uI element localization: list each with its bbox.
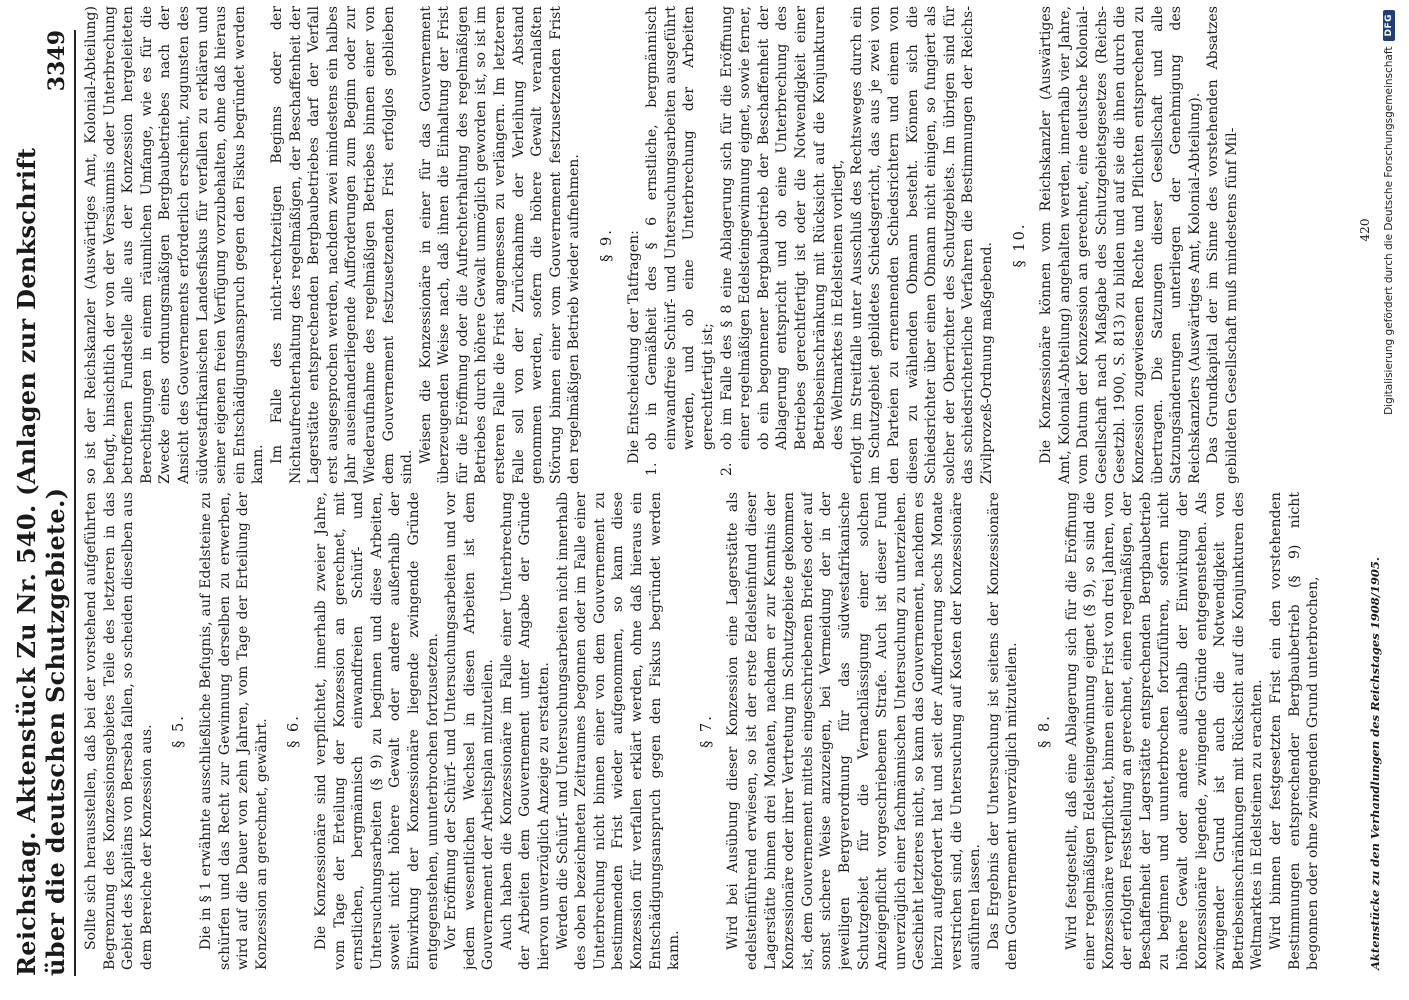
page-number: 3349 [44, 30, 70, 92]
section-heading-10: § 10. [1011, 222, 1028, 268]
paragraph: Die Konzessionäre sind verpflichtet, innerhalb zweier Jahre, vom Tage der Erteilung der Konzession an gerechnet, mit ernstlichen, bergmännisch einwandfreien Schürf- und Untersuchungsarbeiten (§ 9) zu beginnen und diese Arbeiten, soweit nicht höhere Gewalt oder andere außerhalb der Einwirkung der Konzessionäre liegende zwingende Gründe entgegenstehen, ununterbrochen fortzusetzen. [312, 492, 441, 970]
list-item [718, 6, 848, 484]
paragraph: Die Konzessionäre können vom Reichskanzler (Auswärtiges Amt, Kolonial-Abteilung) angehalten werden, innerhalb vier Jahre, vom Datum der Konzession an gerechnet, eine deutsche Kolonial-Gesellschaft nach Maßgabe des Schutzgebietsgesetzes (Reichs-Gesetzbl. 1900, S. 813) zu bilden und auf sie die ihnen durch die Konzession zugewiesenen Rechte und Pflichten entsprechend zu übertragen. Die Satzungen dieser Gesellschaft und alle Satzungsänderungen unterliegen der Genehmigung des Reichskanzlers (Auswärtiges Amt, Kolonial-Abteilung). [1038, 6, 1203, 484]
paragraph: Die in § 1 erwähnte ausschließliche Befugnis, auf Edelsteine zu schürfen und das Recht zur Gewinnung derselben zu erwerben, wird auf die Dauer von zehn Jahren, vom Tage der Erteilung der Konzession an gerechnet, gewährt. [197, 492, 270, 970]
paragraph: Im Falle des nicht-rechtzeitigen Beginns oder der Nichtaufrechterhaltung des regelmäßigen, der Beschaffenheit der Lagerstätte entsprechenden Bergbaubetriebes darf der Verfall erst ausgesprochen werden, nachdem zwei mindestens ein halbes Jahr auseinanderliegende Aufforderungen zum Beginn oder zur Wiederaufnahme des regelmäßigen Betriebes binnen einer von dem Gouvernement festzusetzenden Frist erfolglos geblieben sind. [268, 6, 416, 484]
paragraph: Werden die Schürf- und Untersuchungsarbeiten nicht innerhalb des oben bezeichneten Zeitraumes begonnen oder im Falle einer Unterbrechung nicht binnen einer von dem Gouvernement zu bestimmenden Frist wieder aufgenommen, so kann diese Konzession für verfallen erklärt werden, ohne daß hieraus ein Entschädigungsanspruch gegen den Fiskus begründet werden kann. [554, 492, 683, 970]
paragraph: Vor Eröffnung der Schürf- und Untersuchungsarbeiten und vor jedem wesentlichen Wechsel in diesen Arbeiten ist dem Gouvernement der Arbeitsplan mitzuteilen. [443, 492, 497, 970]
right-column [82, 6, 1352, 484]
paragraph: Wird festgestellt, daß eine Ablagerung sich für die Eröffnung einer regelmäßigen Edelsteingewinnung eignet (§ 9), so sind die Konzessionäre verpflichtet, binnen einer Frist von drei Jahren, von der erfolgten Feststellung an gerechnet, einen regelmäßigen, der Beschaffenheit der Lagerstätte entsprechenden Bergbaubetrieb zu beginnen und ununterbrochen fortzuführen, sofern nicht höhere Gewalt oder andere außerhalb der Einwirkung der Konzessionäre liegende, zwingende Gründe entgegenstehen. Als zwingender Grund ist auch die Notwendigkeit von Betriebseinschränkungen mit Rücksicht auf die Konjunkturen des Weltmarktes in Edelsteinen zu erachten. [1063, 492, 1266, 970]
paragraph: Weisen die Konzessionäre in einer für das Gouvernement überzeugenden Weise nach, daß ihnen die Einhaltung der Frist für die Eröffnung oder die Aufrechterhaltung des regelmäßigen Betriebes durch höhere Gewalt unmöglich geworden ist, so ist im ersteren Falle die Frist angemessen zu verlängern. Im letzteren Falle soll von der Zurücknahme der Verleihung Abstand genommen werden, sofern die höhere Gewalt veranlaßten Störung binnen einer vom Gouvernement festzusetzenden Frist den regelmäßigen Betrieb wieder aufnehmen. [417, 6, 583, 484]
paragraph: erfolgt im Streitfalle unter Ausschluß des Rechtsweges durch ein im Schutzgebiet gebildetes Schiedsgericht, das aus je zwei von den Parteien zu ernennenden Schiedsrichtern und einem von diesen zu wählenden Obmann besteht. Können sich die Schiedsrichter über einen Obmann nicht einigen, so fungiert als solcher der Oberrichter des Schutzgebiets. Im übrigen sind für das schiedsrichterliche Verfahren die Bestimmungen der Reichs-Zivilprozeß-Ordnung maßgebend. [848, 6, 995, 484]
section-heading-5: § 5. [171, 714, 188, 748]
left-column [82, 492, 1352, 970]
paragraph: Wird bei Ausübung dieser Konzession eine Lagerstätte als edelsteinführend erwiesen, so ist der erste Edelsteinfund dieser Lagerstätte binnen drei Monaten, nachdem er zur Kenntnis der Konzessionäre oder ihrer Vertretung im Schutzgebiete gekommen ist, dem Gouvernement mittels eingeschriebenen Briefes oder auf sonst sichere Weise anzuzeigen, bei Vermeidung der in der jeweiligen Bergverordnung für das südwestafrikanische Schutzgebiet für die Vernachlässigung einer solchen Anzeigepflicht vorgeschriebenen Strafe. Auch ist dieser Fund unverzüglich einer fachmännischen Untersuchung zu unterziehen. Geschieht letzteres nicht, so kann das Gouvernement, nachdem es hierzu aufgefordert hat und seit der Aufforderung sechs Monate verstrichen sind, die Untersuchung auf Kosten der Konzessionäre ausführen lassen. [725, 492, 984, 970]
paragraph: Auch haben die Konzessionäre im Falle einer Unterbrechung der Arbeiten dem Gouvernement unter Angabe der Gründe hiervon unverzüglich Anzeige zu erstatten. [498, 492, 553, 970]
digitization-text: Digitalisierung gefördert durch die Deutsche Forschungsgemeinschaft [1383, 46, 1395, 415]
digitization-note [1380, 10, 1398, 630]
list-text: ob im Falle des § 8 eine Ablagerung sich für die Eröffnung einer regelmäßigen Edelsteingewinnung eignet, sowie ferner, ob ein begonnener Bergbaubetrieb der Beschaffenheit der Ablagerung entspricht und ob eine Unterbrechung des Betriebes gerechtfertigt ist oder die Notwendigkeit einer Betriebseinschränkung mit Rücksicht auf die Konjunkturen des Weltmarktes in Edelsteinen vorliegt, [718, 6, 847, 450]
page-title: Reichstag. Aktenstück Zu Nr. 540. (Anlagen zur Denkschrift über die deutschen Schutzgebiete.) [12, 147, 70, 976]
dfg-logo-icon: DFG [1383, 10, 1395, 41]
paragraph: Das Grundkapital der im Sinne des vorstehenden Absatzes gebildeten Gesellschaft muß mindestens fünf Mil- [1205, 6, 1241, 484]
list-number: 2. [718, 462, 735, 476]
section-heading-9: § 9. [599, 228, 616, 262]
paragraph: Das Ergebnis der Untersuchung ist seitens der Konzessionäre dem Gouvernement unverzüglich mitzuteilen. [985, 492, 1021, 970]
section-heading-6: § 6. [286, 714, 303, 748]
footer-source-note: Aktenstücke zu den Verhandlungen des Reichstages 1908/1905. [1368, 557, 1382, 970]
list-text: ob in Gemäßheit des § 6 ernstliche, bergmännisch einwandfreie Schürf- und Untersuchungsarbeiten ausgeführt werden, und ob eine Unterbrechung der Arbeiten gerechtfertigt ist; [644, 6, 716, 450]
paragraph: Sollte sich herausstellen, daß bei der vorstehend aufgeführten Begrenzung des Konzessionsgebietes Teile des letzteren in das Gebiet des Kapitäns von Berseba fallen, so scheiden dieselben aus dem Bereiche der Konzession aus. [83, 492, 155, 970]
section-heading-7: § 7. [698, 714, 715, 748]
paragraph: so ist der Reichskanzler (Auswärtiges Amt, Kolonial-Abteilung) befugt, hinsichtlich der von der Versäumnis oder Unterbrechung betroffenen Fundstelle alle aus der Konzession hergeleiteten Berechtigungen in einem räumlichen Umfange, wie es für die Zwecke eines ordnungsmäßigen Bergbaubetriebes nach der Ansicht des Gouvernements erforderlich erscheint, zugunsten des südwestafrikanischen Landesfiskus für verfallen zu erklären und seiner eigenen freien Verfügung vorzubehalten, ohne daß hieraus ein Entschädigungsanspruch gegen den Fiskus begründet werden kann. [83, 6, 267, 484]
paragraph: Die Entscheidung der Tatfragen: [625, 230, 642, 464]
list-number: 1. [644, 462, 661, 476]
running-head [12, 30, 76, 976]
printer-signature: 420 [1358, 218, 1372, 242]
footer-signature-block [1358, 40, 1372, 420]
paragraph: Wird binnen der festgesetzten Frist ein den vorstehenden Bestimmungen entsprechender Bergbaubetrieb (§ 9) nicht begonnen oder ohne zwingenden Grund unterbrochen, [1268, 492, 1322, 970]
section-heading-8: § 8. [1036, 714, 1053, 748]
list-item [643, 6, 717, 484]
